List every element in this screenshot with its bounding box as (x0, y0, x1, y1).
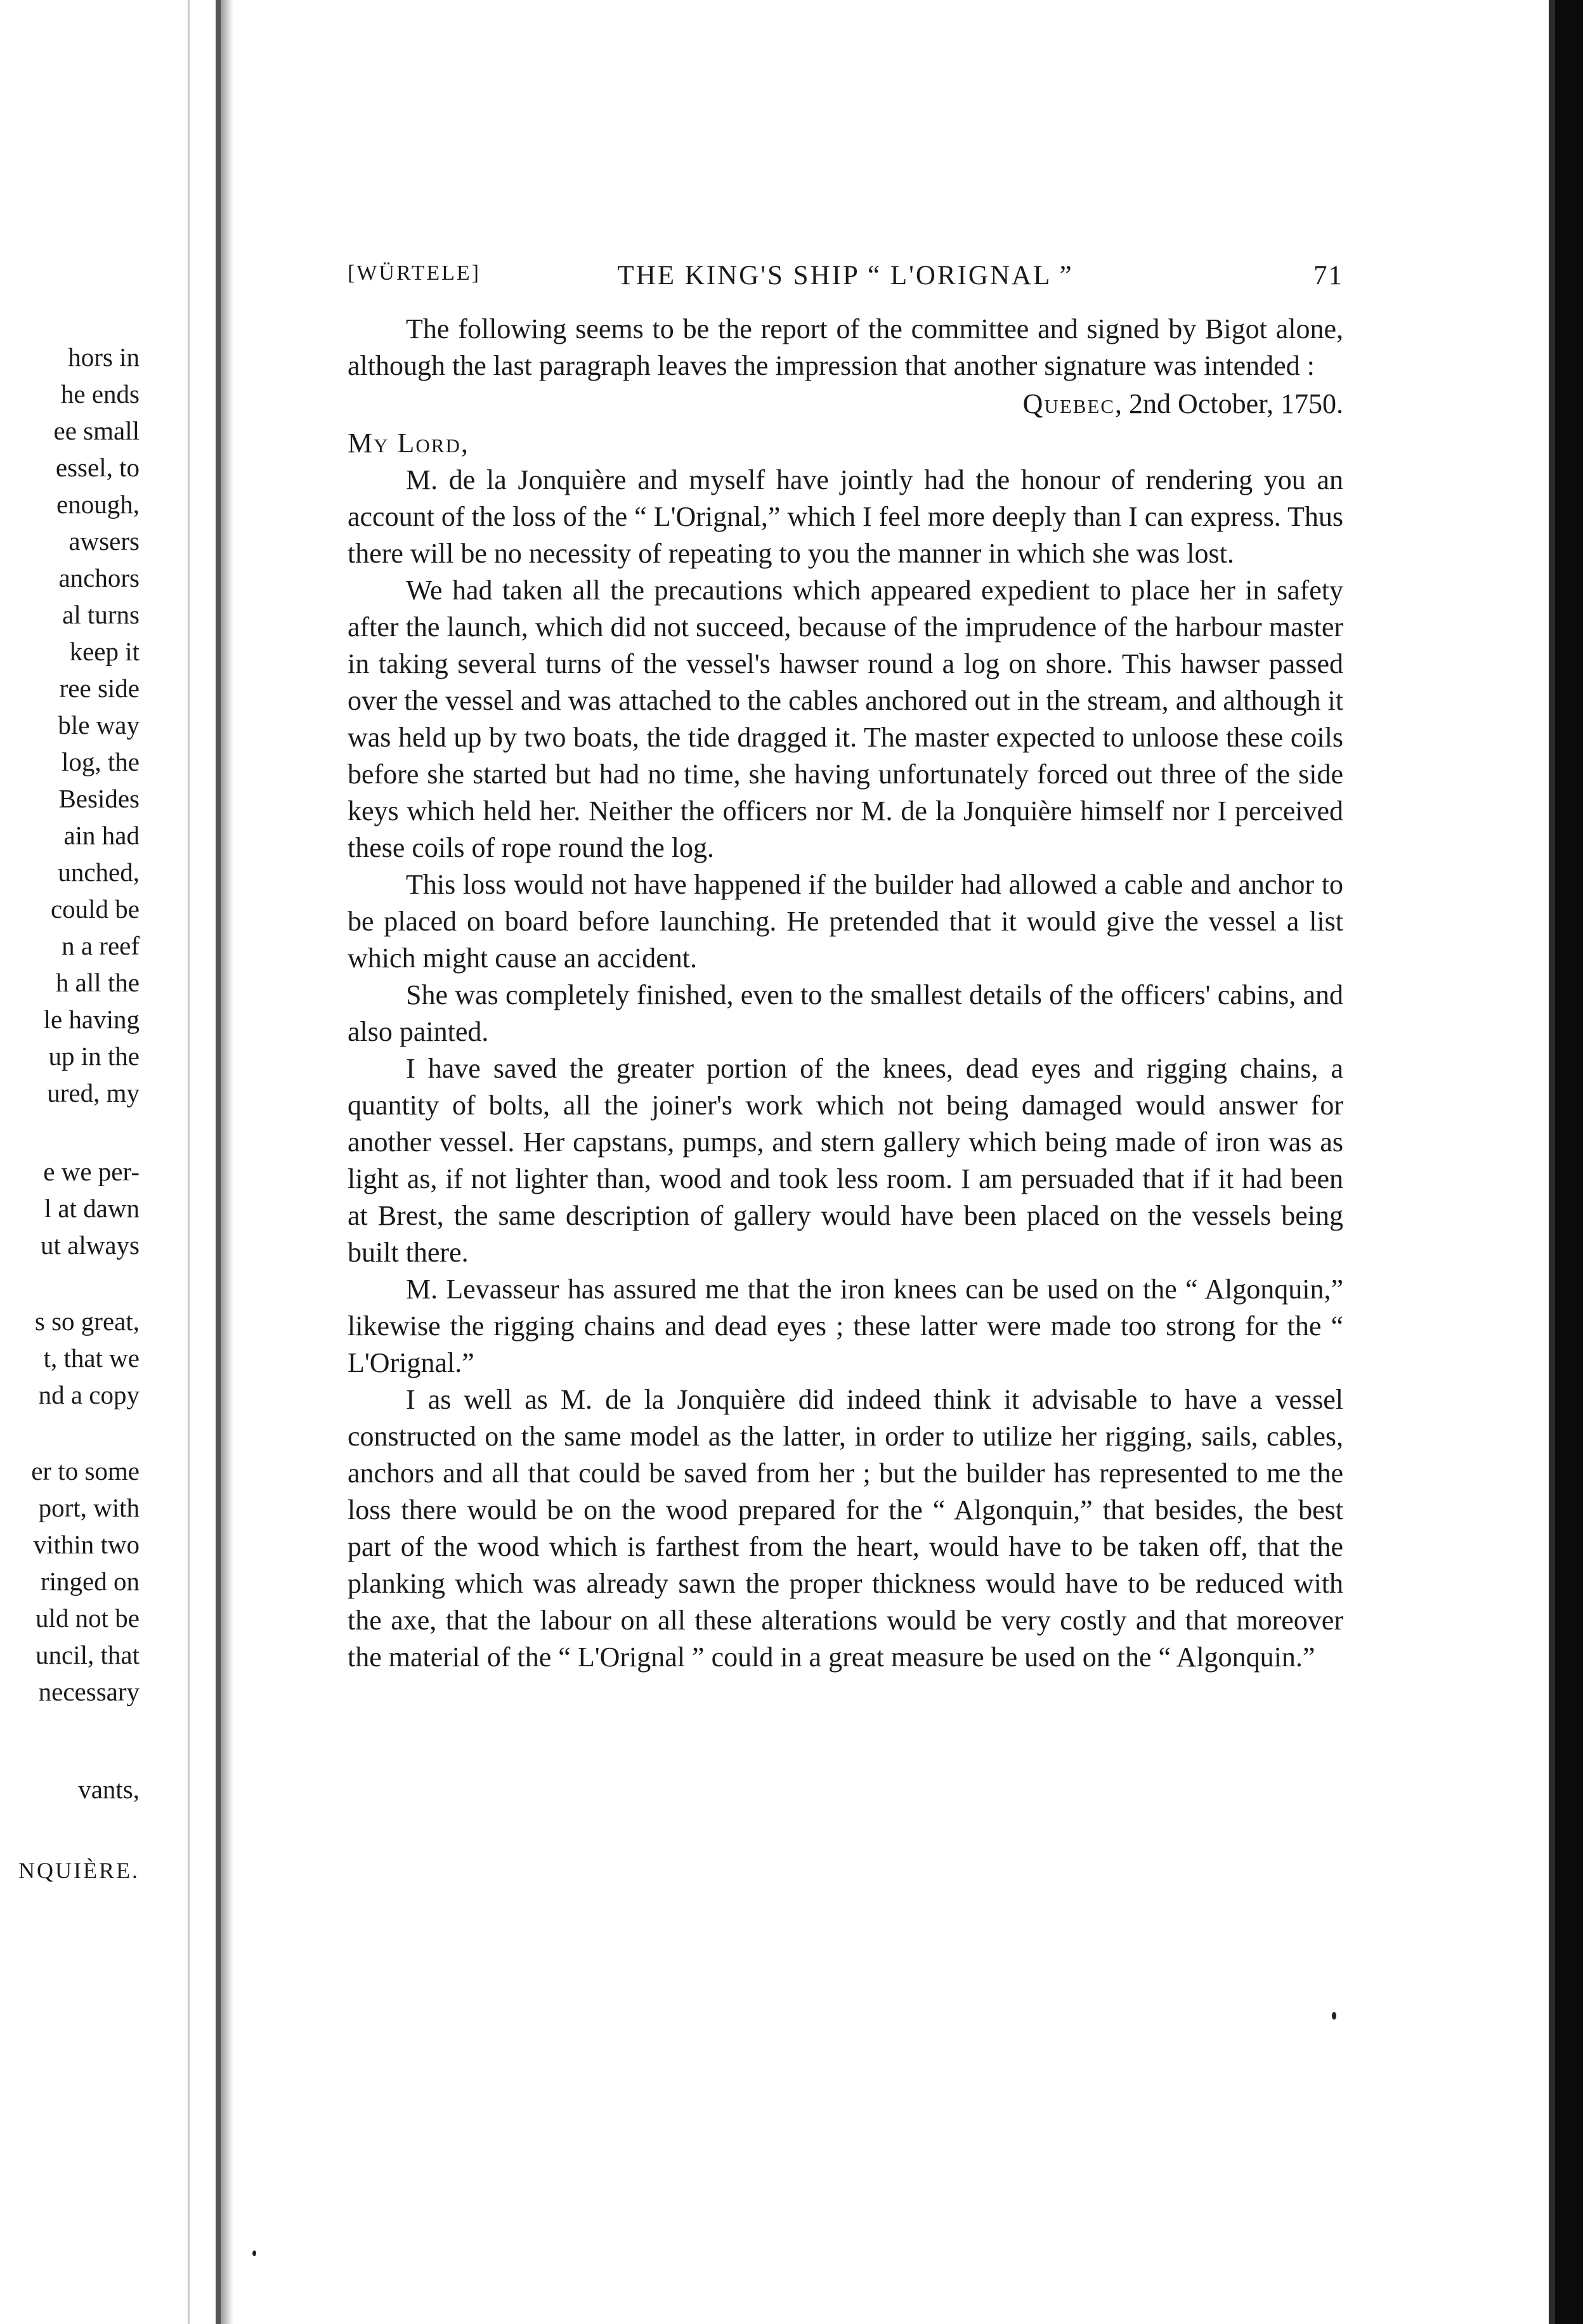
fragment-line: ured, my (47, 1078, 140, 1107)
fragment-line: ringed on (41, 1567, 140, 1596)
fragment-line: h all the (55, 968, 140, 997)
fragment-line: enough, (56, 490, 140, 519)
facing-page-fragment (0, 0, 190, 2324)
fragment-line: l at dawn (44, 1194, 140, 1223)
dateline-date: , 2nd October, 1750. (1115, 388, 1343, 419)
fragment-line: ree side (59, 674, 140, 703)
ink-speck (1332, 2012, 1336, 2020)
fragment-line: Besides (58, 784, 140, 813)
body-paragraph: M. Levasseur has assured me that the iron knees can be used on the “ Algonquin,” likewise the rigging chains and dead eyes ; these latter were made too strong for the “ L'Orignal.” (348, 1274, 1343, 1378)
fragment-line: ble way (58, 710, 140, 740)
fragment-line: vants, (78, 1775, 140, 1804)
scan-edge-shadow (1549, 0, 1555, 2324)
fragment-line: le having (43, 1005, 140, 1034)
body-paragraph: I have saved the greater portion of the knees, dead eyes and rigging chains, a quantity of bolts, all the joiner's work which not being damaged would answer for another vessel. Her capstans, pumps, and stern gallery which being made of iron was as light as, if not lighter than, wood and took less room. I am persuaded that if it had been at Brest, the same description of gallery would have been placed on the vessels being built there. (348, 1053, 1343, 1268)
fragment-line: log, the (62, 747, 140, 776)
fragment-line: er to some (31, 1456, 140, 1485)
salutation: My Lord, (348, 428, 469, 459)
fragment-signature: NQUIÈRE. (18, 1858, 140, 1883)
main-page (348, 254, 1343, 1676)
fragment-line: hors in (68, 343, 140, 372)
page-number: 71 (1313, 261, 1343, 290)
body-paragraph: We had taken all the precautions which appeared expedient to place her in safety after the launch, which did not succeed, because of the imprudence of the harbour master in taking several turns of the vessel's hawser round a log on shore. This hawser passed over the vessel and was attached to the cables anchored out in the stream, and although it was held up by two boats, the tide dragged it. The master expected to unloose these coils before she started but had no time, she having unfortunately forced out three of the side keys which held her. Neither the officers nor M. de la Jonquière himself nor I perceived these coils of rope round the log. (348, 575, 1343, 863)
dateline (348, 386, 1343, 422)
page-fold-line (188, 0, 190, 2324)
fragment-line: uld not be (36, 1603, 140, 1633)
intro-paragraph: The following seems to be the report of the committee and signed by Bigot alone, although the last paragraph leaves the impression that another signature was intended : (348, 313, 1343, 381)
fragment-line: keep it (69, 637, 140, 666)
fragment-line: necessary (38, 1677, 140, 1706)
fragment-line: ain had (63, 821, 140, 850)
fragment-line: e we per- (43, 1157, 140, 1186)
running-head (348, 254, 1343, 311)
fragment-line: anchors (58, 563, 140, 592)
dateline-place: Quebec (1022, 388, 1116, 419)
body-paragraph: I as well as M. de la Jonquière did indeed think it advisable to have a vessel constructed on the same model as the latter, in order to utilize her rigging, sails, cables, anchors and all that could be saved from her ; but the builder has represented to me the loss there would be on the wood prepared for the “ Algonquin,” that besides, the best part of the wood which is farthest from the heart, would have to be taken off, that the planking which was already sawn the proper thickness would have to be reduced with the axe, that the labour on all these alterations would be very costly and that moreover the material of the “ L'Orignal ” could in a great measure be used on the “ Algonquin.” (348, 1384, 1343, 1673)
fragment-line: he ends (60, 379, 140, 408)
fragment-line: ut always (41, 1231, 140, 1260)
fragment-line: uncil, that (36, 1640, 140, 1669)
fragment-line: t, that we (43, 1343, 140, 1373)
body-paragraph: M. de la Jonquière and myself have jointly had the honour of rendering you an account of the loss of the “ L'Orignal,” which I feel more deeply than I can express. Thus there will be no necessity of repeating to you the manner in which she was lost. (348, 464, 1343, 569)
fragment-line: port, with (38, 1493, 140, 1522)
binding-gutter (216, 0, 221, 2324)
fragment-line: s so great, (34, 1307, 140, 1336)
body-paragraph: This loss would not have happened if the builder had allowed a cable and anchor to be placed on board before launching. He pretended that it would give the vessel a list which might cause an accident. (348, 869, 1343, 974)
fragment-line: n a reef (62, 931, 140, 960)
fragment-line: vithin two (33, 1530, 140, 1559)
scan-edge (1555, 0, 1583, 2324)
ink-speck (252, 2250, 256, 2256)
fragment-line: ee small (53, 416, 140, 445)
fragment-line: essel, to (55, 453, 140, 482)
fragment-line: could be (50, 894, 140, 924)
author-tag: [WÜRTELE] (348, 261, 481, 285)
fragment-line: al turns (62, 600, 140, 629)
gutter-shadow (221, 0, 233, 2324)
fragment-line: up in the (48, 1041, 140, 1071)
body-paragraph: She was completely finished, even to the smallest details of the officers' cabins, and also painted. (348, 979, 1343, 1047)
page-title: THE KING'S SHIP “ L'ORIGNAL ” (617, 261, 1074, 290)
fragment-line: awsers (68, 526, 140, 556)
fragment-line: nd a copy (38, 1380, 140, 1409)
fragment-line: unched, (58, 858, 140, 887)
